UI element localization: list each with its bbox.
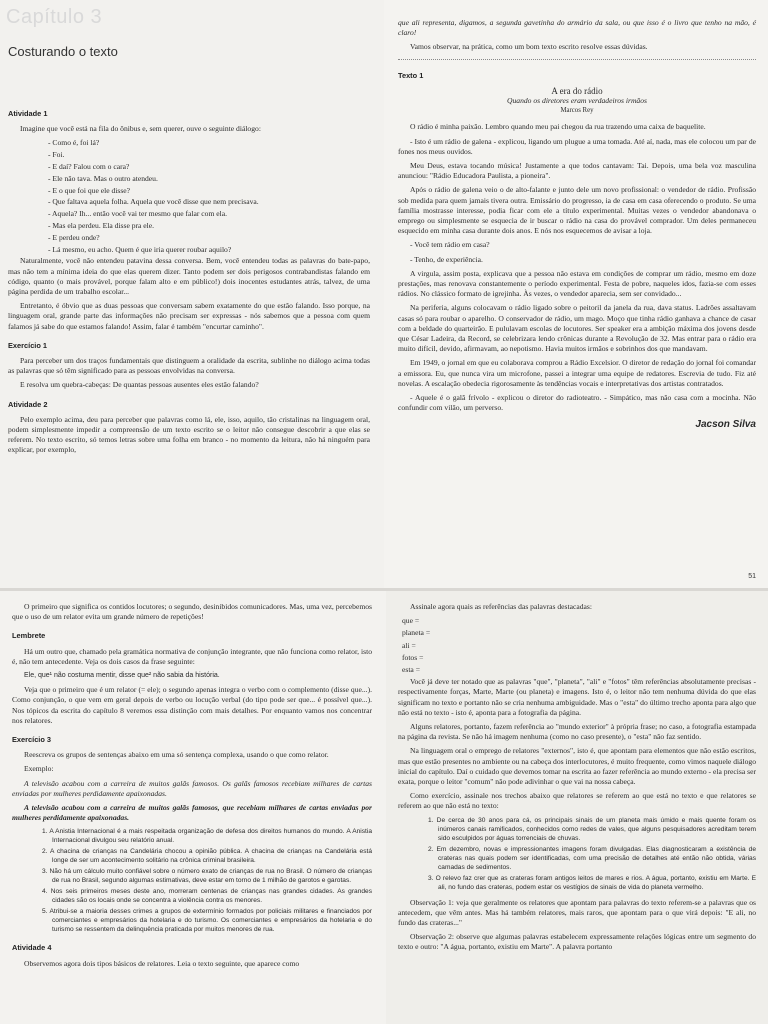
article-paragraph: - Isto é um rádio de galena - explicou, ligando um plugue a uma tomada. Até aí, nada, mas ele colocou um par de fones nos meus ouvidos. — [398, 136, 756, 156]
paragraph: Entretanto, é óbvio que as duas pessoas que conversam sabem exatamente do que estão falando. Isso porque, na linguagem oral, grande parte das informações não precisam ser expressas - nós sabemos que a pessoa com quem falamos já sabe do que estamos falando! Assim, falar é também "encurtar caminho". — [8, 301, 370, 331]
exercise-item: 5. Atribui-se a maioria desses crimes a grupos de extermínio formados por policiais militares e financiados por comerciantes e empresários da hotelaria e do turismo. Os comerciantes e empresários da hotelaria e do turismo se ressentem da delinquência praticada por muitos menores de rua. — [42, 908, 372, 934]
exercise-1-heading: Exercício 1 — [8, 340, 48, 350]
activity-2-heading: Atividade 2 — [8, 399, 48, 409]
article-paragraph: Na periferia, alguns colocavam o rádio ligado sobre o peitoril da janela da rua, dava status. Ladrões assaltavam casas só para roubar o aparelho. O conservador de rádio, um mago. Moço que tinha rádio ganhava a chance de casar com a beldade do quarteirão. E pululavam escolas de locutores. Ser speaker era a ambição máxima dos jovens desde que César Ladeira, da Record, se celebrizara lendo crônicas durante a Revolução de 32. Mas entrar para o rádio era muito difícil, devido, afirmavam, ao nepotismo. Havia muitos irmãos e sobrinhos dos que mandavam. — [398, 303, 756, 354]
dialogue — [8, 138, 370, 254]
activity-1-intro: Imagine que você está na fila do ônibus e, sem querer, ouve o seguinte diálogo: — [20, 124, 261, 134]
answer-blanks — [398, 616, 756, 675]
exercise-item: 4. Nos seis primeiros meses deste ano, morreram centenas de crianças nas grandes cidades. As grandes cidades são os locais onde se concentra a violência contra os menores. — [42, 888, 372, 905]
dialogue-line: - E o que foi que ele disse? — [48, 185, 131, 195]
exercise-item: 3. Não há um cálculo muito confiável sobre o número exato de crianças de rua no Brasil. O número de crianças de rua no Brasil, segundo algumas estimativas, deve estar em torno de 1 milhão de garotos e garotas. — [42, 868, 372, 885]
page-number: 51 — [748, 573, 756, 580]
exercise-item: 1. De cerca de 30 anos para cá, os principais sinais de um planeta mais úmido e mais quente foram os inúmeros canais ramificados, conhecidos como redes de vales, que alguns pesquisadores acreditam terem sido esculpidos por águas torrenciais de chuvas. — [428, 816, 756, 842]
page-right-bottom — [386, 590, 768, 1024]
exercise-3-text: Reescreva os grupos de sentenças abaixo em uma só sentença complexa, usando o que como relator. — [24, 750, 329, 760]
chapter-title: Costurando o texto — [8, 44, 118, 59]
paragraph: Na linguagem oral o emprego de relatores "externos", isto é, que apontam para elementos que não estão escritos, mas que estão presentes no ambiente ou na cabeça dos interlocutores, é muito frequente, como vimos naquele diálogo inicial do capítulo. Daí o cuidado que devemos tomar na escrita ao fazer referência ao mundo externo - ela precisa ser exata, porque o leitor "comum" não pode adivinhar o que vai na nossa cabeça. — [398, 746, 756, 787]
article-paragraph: - Tenho, de experiência. — [410, 254, 483, 264]
dialogue-line: - Como é, foi lá? — [48, 138, 100, 148]
article-paragraph: Meu Deus, estava tocando música! Justamente a que todos cantavam: Tai. Depois, uma bela voz masculina anunciou: "Rádio Educadora Paulista, a pioneira". — [398, 161, 756, 181]
dialogue-line: - Foi. — [48, 150, 65, 160]
paragraph: Vamos observar, na prática, como um bom texto escrito resolve essas dúvidas. — [410, 42, 648, 52]
page-left-bottom — [0, 590, 386, 1024]
answer-blank: ali = — [402, 640, 416, 650]
answer-blank: fotos = — [402, 652, 424, 662]
lembrete-explanation: Veja que o primeiro que é um relator (= ele); o segundo apenas integra o verbo com o complemento (disse que...). Como conjunção, o que vem em geral depois de verbo ou locução verbal (do tipo pode ser que... é possível que...). Nos tópicos da escrita do capítulo 8 veremos essa distinção com mais detalhes. Por enquanto vamos nos concentrar nos relatores. — [12, 685, 372, 725]
exercise-3-heading: Exercício 3 — [12, 735, 52, 745]
page-right-top — [384, 0, 768, 590]
right-column — [398, 18, 756, 430]
observation-1: Observação 1: veja que geralmente os relatores que apontam para palavras do texto referem-se a palavras que os antecedem, que vêm antes. Mas há também relatores, mais raros, que apontam para o que virá depois: "E ali, no fundo das crateras..." — [398, 897, 756, 928]
right-bottom-column — [398, 602, 756, 957]
page-left-top — [0, 0, 384, 590]
example-question: A televisão acabou com a carreira de muitos galãs famosos. Os galãs famosos recebiam milhares de cartas enviadas por mulheres perdidamente apaixonadas. — [12, 778, 372, 798]
activity-4-heading: Atividade 4 — [12, 943, 52, 953]
dialogue-line: - E perdeu onde? — [48, 232, 100, 242]
intro-paragraph: O primeiro que significa os contidos locutores; o segundo, desinibidos comunicadores. Mas, uma vez, percebemos que o uso de um relator evita um grande número de repetições! — [12, 602, 372, 622]
lembrete-text: Há um outro que, chamado pela gramática normativa de conjunção integrante, que não funciona como relator, isto é, não tem antecedente. Veja os dois casos da frase seguinte: — [12, 646, 372, 666]
example-answer: A televisão acabou com a carreira de muitos galãs famosos, que recebiam milhares de cartas enviadas por mulheres perdidamente apaixonadas. — [12, 803, 372, 823]
article-paragraph: Em 1949, o jornal em que eu colaborava comprou a Rádio Excelsior. O diretor de redação do jornal foi comandar a emissora. Eu, que nunca vira um microfone, passei a integrar uma equipe de redatores. Escrevia de tudo. Fiz até novelas. A escalação obedecia rigorosamente às tendências vocais e interpretativas dos artistas contratados. — [398, 358, 756, 388]
paragraph: Como exercício, assinale nos trechos abaixo que relatores se referem ao que está no texto e que relatores se referem ao que não está no texto: — [398, 791, 756, 811]
activity-4-text: Observemos agora dois tipos básicos de relatores. Leia o texto seguinte, que aparece como — [24, 958, 300, 968]
paragraph: Você já deve ter notado que as palavras "que", "planeta", "ali" e "fotos" têm referências absolutamente precisas - respectivamente forças, Marte, Marte (ou planeta) e imagens. Isto é, o leitor não tem nenhuma dúvida do que elas significam no texto e portanto não se cria nenhuma ambiguidade. Mas o "esta" do último trecho aponta para algo que não está no texto - isto é, aponta para a fotografia da página. — [398, 677, 756, 717]
lembrete-heading: Lembrete — [12, 631, 46, 641]
exercise-3-items — [12, 827, 372, 934]
exercise-item: 1. A Anistia Internacional é a mais respeitada organização de defesa dos direitos humanos do mundo. A Anistia Internacional divulgou seu relatório anual. — [42, 828, 372, 845]
article-paragraph: Após o rádio de galena veio o de alto-falante e junto dele um novo profissional: o vendedor de rádio. Profissão sob medida para quem jamais tivera outra. Emissário do progresso, ia de casa em casa oferecendo o produto. Se uma família mostrasse interesse, podia ficar com ele a título experimental. Muitas vezes o vendedor abandonava o emprego ou simplesmente se esquecia de ir buscar o rádio na casa do provável comprador. Um deles permaneceu esquecido em minha casa durante dois anos. E nós nos esquecemos de avisar a loja. — [398, 185, 756, 236]
dialogue-line: - Mas ela perdeu. Ela disse pra ele. — [48, 220, 155, 230]
paragraph: Alguns relatores, portanto, fazem referência ao "mundo exterior" à própria frase; no caso, a fotografia estampada na página da revista. Se não há imagem nenhuma (como no caso presente), o "esta" não faz sentido. — [398, 722, 756, 742]
answer-blank: planeta = — [402, 628, 431, 638]
exercise-item: 3. O relevo faz crer que as crateras foram antigos leitos de mares e rios. A água, portanto, existiu em Marte. E ali, no fundo das crateras, podem estar os vestígios de sinais de vida do planeta vermelho. — [428, 874, 756, 891]
answer-blank: que = — [402, 616, 420, 626]
dialogue-line: - E daí? Falou com o cara? — [48, 162, 130, 171]
article-subtitle: Quando os diretores eram verdadeiros irmãos — [507, 96, 647, 106]
article-paragraph: - Você tem rádio em casa? — [410, 240, 490, 250]
observation-2: Observação 2: observe que algumas palavras estabelecem expressamente relações lógicas entre um segmento do texto e outro: "A água, portanto, existiu em Marte". A palavra portanto — [398, 932, 756, 952]
article-paragraph: - Aquele é o galã frívolo - explicou o diretor do radioteatro. - Simpático, mas não casa com a mocinha. Não confundir com vilão, um perverso. — [398, 393, 756, 413]
exercise-item: 2. A chacina de crianças na Candelária chocou a opinião pública. A chacina de crianças na Candelária está longe de ser um acontecimento solitário na crônica criminal brasileira. — [42, 848, 372, 865]
article-body — [398, 122, 756, 413]
article-paragraph: O rádio é minha paixão. Lembro quando meu pai chegou da rua trazendo uma caixa de baquelite. — [410, 122, 706, 132]
dialogue-line: - Que faltava aquela folha. Aquela que você disse que nem precisava. — [48, 197, 259, 207]
left-bottom-column — [12, 602, 372, 973]
exercise-item: 2. Em dezembro, novas e impressionantes imagens foram divulgadas. Elas diagnosticaram a existência de crateras nas quais podem ser identificadas, com uma precisão de detalhes até então não obtida, várias camadas de sedimentos. — [428, 845, 756, 871]
dotted-divider — [398, 59, 756, 61]
lembrete-example: Ele, que¹ não costuma mentir, disse que² não sabia da história. — [24, 672, 220, 680]
instructions: Assinale agora quais as referências das palavras destacadas: — [410, 602, 592, 611]
dialogue-line: - Aquela? Ih... então você vai ter mesmo que falar com ela. — [48, 209, 228, 219]
paragraph: Naturalmente, você não entendeu patavina dessa conversa. Bem, você entendeu todas as palavras do bate-papo, mas não tem a mínima ideia do que elas querem dizer. Tanto podem ser dois perigosos contrabandistas falando em código, quanto (o mais provável, porque falam alto e em público!) dois inocentes estudantes atrás, talvez, de uma página perdida de um trabalho escolar... — [8, 256, 370, 296]
article-title: A era do rádio — [551, 85, 603, 96]
activity-1-heading: Atividade 1 — [8, 109, 48, 118]
signature: Jacson Silva — [695, 418, 756, 430]
exercise-items — [398, 816, 756, 892]
article-author: Marcos Rey — [560, 107, 594, 115]
left-column — [8, 100, 370, 460]
exercise-1-text: Para perceber um dos traços fundamentais que distinguem a oralidade da escrita, sublinhe no diálogo acima todas as palavras que só têm significado para as pessoas envolvidas na conversa. — [8, 356, 370, 376]
activity-2-text: Pelo exemplo acima, deu para perceber que palavras como lá, ele, isso, aquilo, tão cristalinas na linguagem oral, podem simplesmente impedir a compreensão de um texto escrito se o leitor não consegue descobrir a que elas se referem. No texto escrito, só temos letras sobre uma folha em branco - no momento da leitura, não há ninguém para explicar, por exemplo, — [8, 414, 370, 455]
exercise-1-question: E resolva um quebra-cabeças: De quantas pessoas ausentes eles estão falando? — [20, 380, 259, 390]
dialogue-line: - Lá mesmo, eu acho. Quem é que iria querer roubar aquilo? — [48, 244, 232, 254]
answer-blank: esta = — [402, 665, 420, 675]
text-1-heading: Texto 1 — [398, 70, 424, 80]
chapter-label: Capítulo 3 — [6, 6, 103, 28]
continuation-text: que ali representa, digamos, a segunda gavetinha do armário da sala, ou que isso é o livro que tenho na mão, é claro! — [398, 18, 756, 38]
dialogue-line: - Ele não tava. Mas o outro atendeu. — [48, 173, 158, 183]
page-separator — [0, 588, 768, 591]
article-paragraph: A virgula, assim posta, explicava que a pessoa não estava em condições de comprar um rádio, mesmo em doze prestações, mas renovava constantemente o período experimental. Festa de pobre, naqueles idos, fazia-se com esses rádios. No clássico formato de igrejinha. Às vezes, o vendedor aparecia, sem ser convidado... — [398, 268, 756, 299]
example-label: Exemplo: — [24, 764, 54, 774]
